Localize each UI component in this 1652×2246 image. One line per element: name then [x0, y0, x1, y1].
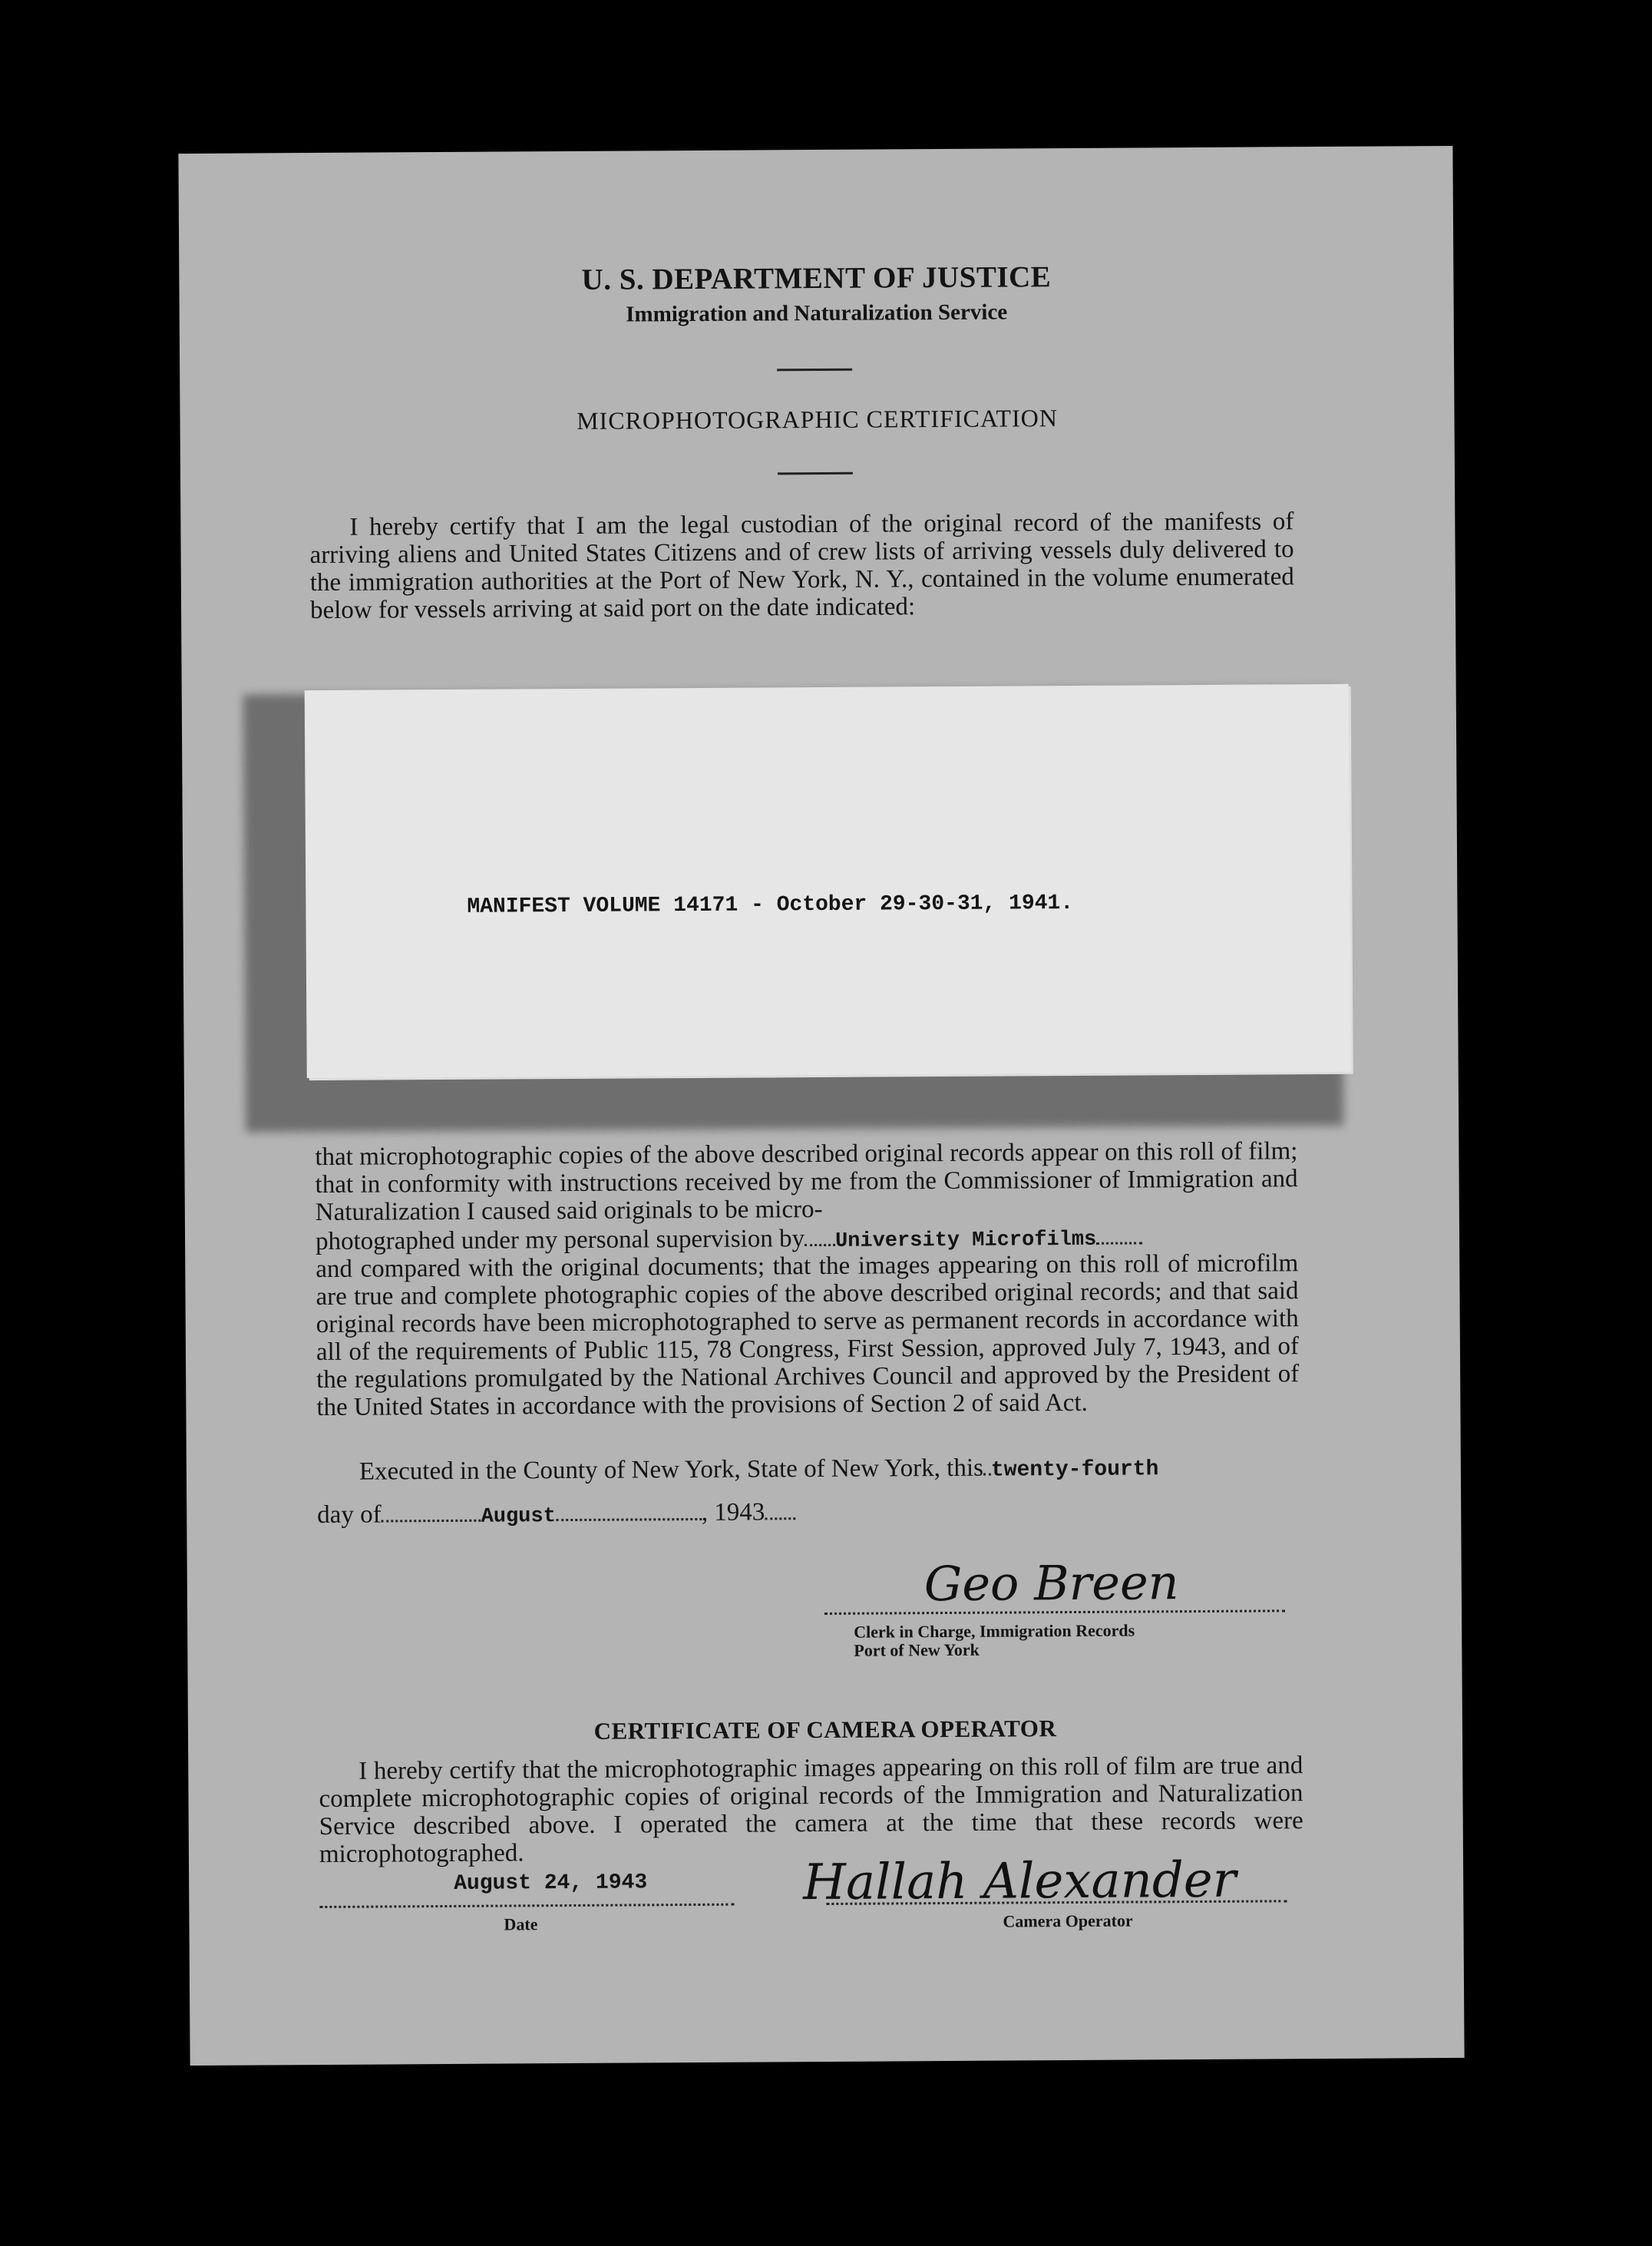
manifest-insert-card — [305, 684, 1351, 1078]
camera-date-value: August 24, 1943 — [454, 1871, 648, 1896]
year-text: , 1943 — [701, 1498, 765, 1527]
camera-operator-label: Camera Operator — [1003, 1910, 1133, 1931]
photographed-by-label: photographed under my personal supervision by — [315, 1225, 805, 1256]
photographed-by-value: University Microfilms — [834, 1228, 1097, 1253]
month-value: August — [481, 1505, 556, 1529]
camera-date-label: Date — [504, 1914, 538, 1934]
manifest-volume-text: MANIFEST VOLUME 14171 - October 29-30-31, 1941. — [467, 891, 1074, 919]
camera-certificate-title: CERTIFICATE OF CAMERA OPERATOR — [593, 1715, 1057, 1745]
executed-day-value: twenty-fourth — [990, 1457, 1159, 1483]
camera-date-line — [319, 1904, 734, 1908]
intro-paragraph — [309, 508, 1294, 624]
intro-paragraph-text: I hereby certify that I am the legal custodian of the original record of the manifests of arriving aliens and United States Citizens and of crew lists of arriving vessels duly delivered to the immigration authorities at the Port of New York, N. Y., contained in the volume enumerated below for vessels arriving at said port on the date indicated: — [309, 508, 1294, 625]
day-of-line — [317, 1498, 795, 1530]
clerk-signature — [908, 1541, 1231, 1620]
divider-bottom — [778, 472, 853, 475]
body-paragraph-part2: and compared with the original documents; that the images appearing on this roll of microfilm are true and complete photographic copies of the above described original records; and that said original records have been microphotographed to serve as permanent records in accordance with all of the requirements of Public 115, 78 Congress, First Session, approved July 7, 1943, and of the regulations promulgated by the National Archives Council and approved by the President of the United States in accordance with the provisions of Section 2 of said Act. — [316, 1249, 1300, 1422]
clerk-title-line1: Clerk in Charge, Immigration Records — [854, 1620, 1135, 1642]
clerk-title-line2: Port of New York — [854, 1639, 980, 1660]
svg-text:Geo Breen: Geo Breen — [923, 1554, 1179, 1613]
divider-top — [777, 369, 852, 372]
camera-certificate-text: I hereby certify that the microphotographic images appearing on this roll of film are true and complete microphotographic copies of original records of the Immigration and Naturalization Service described above. I operated the camera at the time that these records were microphotographed. — [319, 1751, 1303, 1869]
body-paragraph-part1: that microphotographic copies of the above described original records appear on this roll of film; that in conformity with instructions received by me from the Commissioner of Immigration and Naturalization I caused said originals to be micro- — [315, 1137, 1298, 1227]
executed-label: Executed in the County of New York, State of New York, this — [358, 1454, 984, 1486]
executed-line — [359, 1453, 1159, 1486]
department-heading: U. S. DEPARTMENT OF JUSTICE — [581, 260, 1052, 296]
day-of-label: day of — [317, 1500, 382, 1530]
service-subheading: Immigration and Naturalization Service — [626, 299, 1008, 327]
certificate-sheet — [178, 146, 1464, 2066]
svg-text:Hallah Alexander: Hallah Alexander — [802, 1851, 1237, 1912]
certification-title: MICROPHOTOGRAPHIC CERTIFICATION — [577, 404, 1059, 435]
